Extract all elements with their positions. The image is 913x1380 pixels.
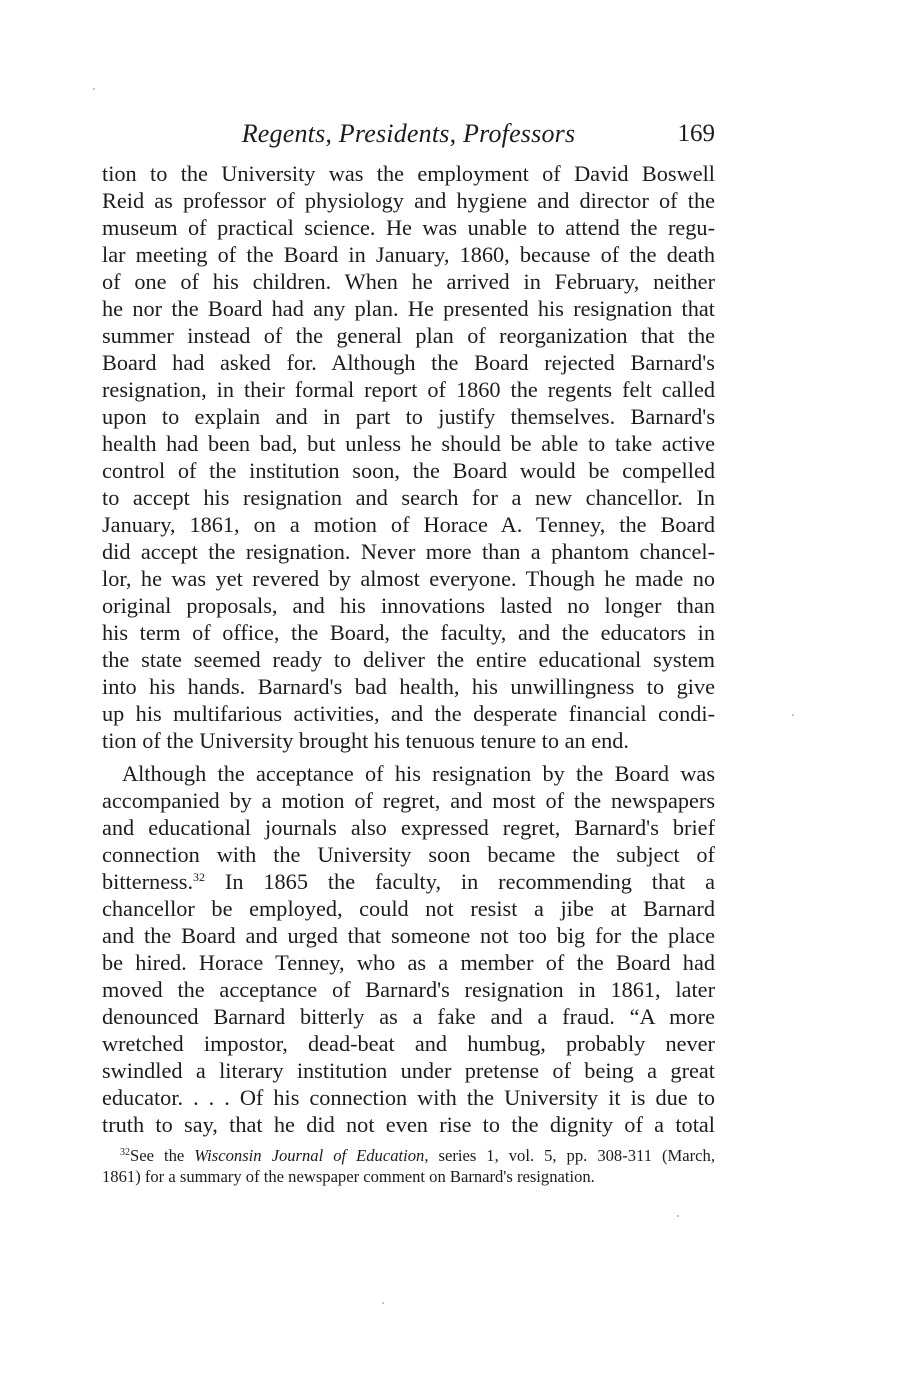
scan-speck (382, 1302, 384, 1304)
text-fragment: series 1, vol. 5, pp. 308-311 (March, (428, 1146, 715, 1165)
running-title: Regents, Presidents, Professors (241, 119, 576, 148)
running-head (102, 114, 715, 154)
text-line: his term of office, the Board, the faculty, and the educators in (102, 620, 715, 645)
scan-speck (792, 714, 794, 716)
paragraph-1 (102, 160, 715, 754)
text-line: lar meeting of the Board in January, 1860, because of the death (102, 242, 715, 267)
page-number: 169 (677, 120, 715, 147)
scan-speck (93, 88, 95, 90)
text-line (102, 868, 715, 895)
text-line: educator. . . . Of his connection with the University it is due to (102, 1085, 715, 1110)
text-line: truth to say, that he did not even rise to the dignity of a total (102, 1112, 715, 1137)
text-line: into his hands. Barnard's bad health, his unwillingness to give (102, 674, 715, 699)
text-line: did accept the resignation. Never more than a phantom chancel- (102, 539, 715, 564)
text-line: chancellor be employed, could not resist a jibe at Barnard (102, 896, 715, 921)
text-line: connection with the University soon became the subject of (102, 842, 715, 867)
footnote-line: 1861) for a summary of the newspaper comment on Barnard's resignation. (102, 1167, 595, 1186)
footnote-reference: 32 (193, 870, 206, 884)
text-line: be hired. Horace Tenney, who as a member of the Board had (102, 950, 715, 975)
text-line: moved the acceptance of Barnard's resignation in 1861, later (102, 977, 715, 1002)
text-line: Board had asked for. Although the Board rejected Barnard's (102, 350, 715, 375)
footnote-line (102, 1145, 715, 1166)
text-line: to accept his resignation and search for a new chancellor. In (102, 485, 715, 510)
text-line: up his multifarious activities, and the desperate financial condi- (102, 701, 715, 726)
text-line: Reid as professor of physiology and hygiene and director of the (102, 188, 715, 213)
text-line: control of the institution soon, the Board would be compelled (102, 458, 715, 483)
text-line: tion to the University was the employment of David Boswell (102, 161, 715, 186)
text-line: museum of practical science. He was unable to attend the regu- (102, 215, 715, 240)
text-line: wretched impostor, dead-beat and humbug, probably never (102, 1031, 715, 1056)
text-line: the state seemed ready to deliver the entire educational system (102, 647, 715, 672)
text-line: original proposals, and his innovations lasted no longer than (102, 593, 715, 618)
text-line: upon to explain and in part to justify themselves. Barnard's (102, 404, 715, 429)
journal-title: Wisconsin Journal of Education, (194, 1146, 429, 1165)
text-fragment: In 1865 the faculty, in recommending that a (205, 869, 715, 894)
text-line: he nor the Board had any plan. He presented his resignation that (102, 296, 715, 321)
text-line: of one of his children. When he arrived in February, neither (102, 269, 715, 294)
footnote-number: 32 (120, 1147, 130, 1158)
scan-speck (677, 1215, 679, 1217)
text-line: tion of the University brought his tenuous tenure to an end. (102, 728, 629, 753)
text-line: January, 1861, on a motion of Horace A. Tenney, the Board (102, 512, 715, 537)
text-line: resignation, in their formal report of 1860 the regents felt called (102, 377, 715, 402)
text-line: summer instead of the general plan of reorganization that the (102, 323, 715, 348)
text-line: health had been bad, but unless he should be able to take active (102, 431, 715, 456)
text-fragment: bitterness. (102, 869, 194, 894)
text-fragment: See the (130, 1146, 195, 1165)
text-line: and the Board and urged that someone not too big for the place (102, 923, 715, 948)
text-line: Although the acceptance of his resignation by the Board was (122, 761, 715, 786)
text-line: lor, he was yet revered by almost everyone. Though he made no (102, 566, 715, 591)
body-text (102, 160, 715, 1138)
paragraph-2 (102, 760, 715, 1138)
footnote (102, 1145, 715, 1187)
text-line: denounced Barnard bitterly as a fake and a fraud. “A more (102, 1004, 715, 1029)
text-line: and educational journals also expressed regret, Barnard's brief (102, 815, 715, 840)
text-line: accompanied by a motion of regret, and most of the newspapers (102, 788, 715, 813)
text-line: swindled a literary institution under pretense of being a great (102, 1058, 715, 1083)
